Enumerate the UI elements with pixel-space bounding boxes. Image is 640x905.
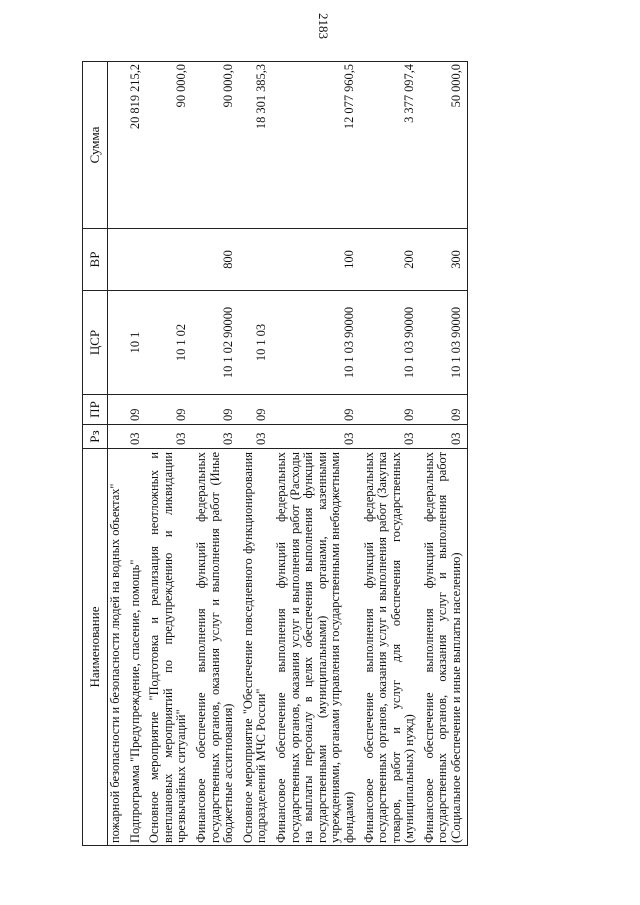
cell-name: пожарной безопасности и безопасности людей на водных объектах" (108, 449, 126, 846)
cell-vr: 200 (360, 229, 420, 291)
header-csr: ЦСР (83, 291, 108, 395)
cell-vr (239, 229, 272, 291)
table-row (192, 62, 239, 846)
page-number: 2183 (316, 13, 331, 39)
cell-name: Финансовое обеспечение выполнения функций федеральных государственных органов, оказания услуг и выполнения работ (Иные бюджетные ассигнования) (192, 449, 239, 846)
table-row (145, 62, 192, 846)
cell-sum (108, 62, 126, 229)
cell-csr: 10 1 02 (145, 291, 192, 395)
cell-vr: 300 (420, 229, 467, 291)
cell-csr: 10 1 03 (239, 291, 272, 395)
cell-name: Основное мероприятие "Подготовка и реализация неотложных и внеплановых мероприятий по предупреждению и ликвидации чрезвычайных ситуаций" (145, 449, 192, 846)
cell-rz: 03 (192, 425, 239, 449)
cell-pr: 09 (272, 395, 360, 425)
table-row (360, 62, 420, 846)
cell-sum: 90 000,0 (192, 62, 239, 229)
table-header-row (83, 62, 108, 846)
header-name: Наименование (83, 449, 108, 846)
cell-name: Финансовое обеспечение выполнения функций федеральных государственных органов, оказания услуг и выполнения работ (Социальное обеспечение и иные выплаты населению) (420, 449, 467, 846)
header-pr: ПР (83, 395, 108, 425)
table-row (126, 62, 146, 846)
cell-csr: 10 1 03 90000 (272, 291, 360, 395)
cell-pr: 09 (239, 395, 272, 425)
cell-pr: 09 (145, 395, 192, 425)
cell-sum: 18 301 385,3 (239, 62, 272, 229)
cell-pr: 09 (126, 395, 146, 425)
table-row (108, 62, 126, 846)
cell-pr: 09 (192, 395, 239, 425)
cell-name: Финансовое обеспечение выполнения функций федеральных государственных органов, оказания услуг и выполнения работ (Расходы на выплаты персоналу в целях обеспечения выполнения функций государственными (муниципальными) органами, казенными учреждениями, органами управления государственными внебюджетными фондами) (272, 449, 360, 846)
cell-rz: 03 (126, 425, 146, 449)
cell-pr (108, 395, 126, 425)
cell-rz: 03 (145, 425, 192, 449)
cell-vr: 100 (272, 229, 360, 291)
cell-csr: 10 1 03 90000 (360, 291, 420, 395)
cell-sum: 12 077 960,5 (272, 62, 360, 229)
table-row (420, 62, 467, 846)
cell-csr (108, 291, 126, 395)
cell-vr: 800 (192, 229, 239, 291)
table-row (239, 62, 272, 846)
cell-sum: 3 377 097,4 (360, 62, 420, 229)
cell-rz: 03 (239, 425, 272, 449)
cell-name: Основное мероприятие "Обеспечение повседневного функционирования подразделений МЧС России" (239, 449, 272, 846)
cell-csr: 10 1 (126, 291, 146, 395)
header-sum: Сумма (83, 62, 108, 229)
cell-rz: 03 (360, 425, 420, 449)
cell-sum: 90 000,0 (145, 62, 192, 229)
cell-vr (108, 229, 126, 291)
cell-rz (108, 425, 126, 449)
cell-sum: 20 819 215,2 (126, 62, 146, 229)
cell-name: Подпрограмма "Предупреждение, спасение, помощь" (126, 449, 146, 846)
table-row (272, 62, 360, 846)
cell-vr (126, 229, 146, 291)
cell-name: Финансовое обеспечение выполнения функций федеральных государственных органов, оказания услуг и выполнения работ (Закупка товаров, работ и услуг для обеспечения государственных (муниципальных) нужд) (360, 449, 420, 846)
budget-table (82, 61, 468, 846)
cell-pr: 09 (420, 395, 467, 425)
cell-csr: 10 1 03 90000 (420, 291, 467, 395)
budget-table-rotated (82, 62, 590, 846)
cell-csr: 10 1 02 90000 (192, 291, 239, 395)
cell-vr (145, 229, 192, 291)
cell-rz: 03 (420, 425, 467, 449)
header-vr: ВР (83, 229, 108, 291)
cell-rz: 03 (272, 425, 360, 449)
cell-sum: 50 000,0 (420, 62, 467, 229)
cell-pr: 09 (360, 395, 420, 425)
header-rz: Рз (83, 425, 108, 449)
